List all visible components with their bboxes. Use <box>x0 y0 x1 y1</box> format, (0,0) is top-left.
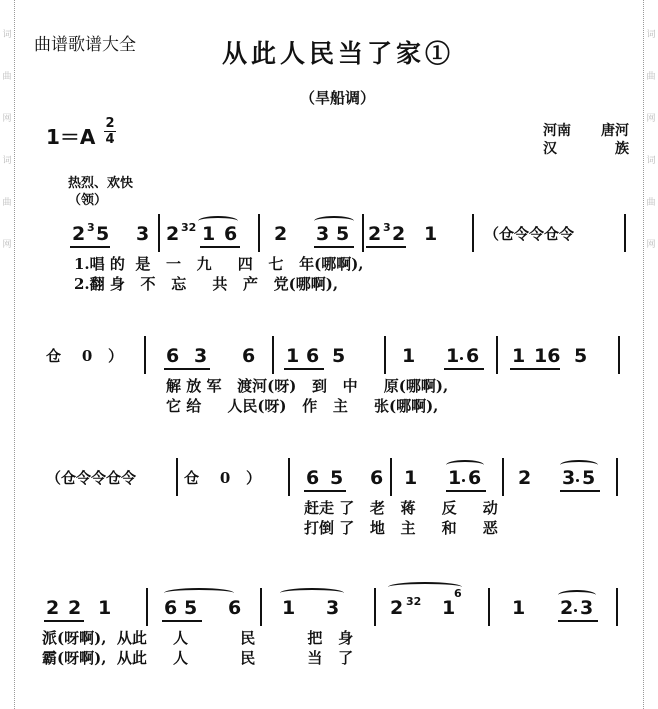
percussion-pattern: 仓 0 ） <box>184 469 261 487</box>
note: 6 <box>370 467 384 489</box>
bar-line <box>362 214 364 252</box>
watermark-text: 词 <box>646 30 656 40</box>
note: 2 <box>166 223 180 245</box>
lyric-line-2: 打倒 了 地 主 和 恶 <box>304 519 498 537</box>
watermark-text: 词 <box>646 156 656 166</box>
note: 16 <box>534 345 561 367</box>
grace-note: 3 <box>383 221 391 234</box>
note: 3 <box>194 345 208 367</box>
bar-line <box>472 214 474 252</box>
underline <box>558 620 598 622</box>
dot <box>574 609 577 612</box>
note: 6 <box>166 345 180 367</box>
dot <box>576 479 579 482</box>
right-watermark-strip <box>643 0 658 709</box>
lyric-line-1: 1.唱 的 是 一 九 四 七 年(哪啊), <box>74 255 364 273</box>
note: 6 <box>468 467 482 489</box>
percussion-pattern: （仓令令仓令 <box>46 469 137 487</box>
underline <box>510 368 560 370</box>
note: 1 <box>286 345 300 367</box>
note: 5 <box>96 223 110 245</box>
grace-note: 6 <box>454 587 462 600</box>
bar-line <box>390 458 392 496</box>
note: 2 <box>560 597 574 619</box>
lyric-line-2: 霸(呀啊), 从此 人 民 当 了 <box>42 649 354 667</box>
note: 1 <box>98 597 112 619</box>
left-watermark-strip <box>0 0 15 709</box>
underline <box>44 620 84 622</box>
bar-line <box>618 336 620 374</box>
song-title: 从此人民当了家① <box>222 39 455 68</box>
note: 1 <box>202 223 216 245</box>
lyric-line-2: 它 给 人民(呀) 作 主 张(哪啊), <box>166 397 439 415</box>
time-signature <box>104 116 116 147</box>
note: 2 <box>518 467 532 489</box>
note: 2 <box>390 597 404 619</box>
note: 1 <box>424 223 438 245</box>
slur <box>388 582 462 592</box>
underline <box>70 246 110 248</box>
watermark-text: 曲 <box>2 198 12 208</box>
tempo-marking <box>68 175 133 209</box>
note: 6 <box>466 345 480 367</box>
time-top: 2 <box>105 116 115 131</box>
note: 5 <box>336 223 350 245</box>
song-origin <box>543 122 629 158</box>
lyric-line-1: 赶走 了 老 蒋 反 动 <box>304 499 498 517</box>
note: 6 <box>224 223 238 245</box>
note: 1 <box>448 467 462 489</box>
note: 2 <box>274 223 288 245</box>
watermark-text: 网 <box>2 240 12 250</box>
note: 2 <box>68 597 82 619</box>
bar-line <box>176 458 178 496</box>
note: 5 <box>582 467 596 489</box>
note: 2 <box>368 223 382 245</box>
grace-note: 3 <box>87 221 95 234</box>
watermark-text: 网 <box>2 114 12 124</box>
grace-note: 32 <box>406 595 422 608</box>
notes-row <box>40 214 640 250</box>
bar-line <box>258 214 260 252</box>
song-subtitle: （旱船调） <box>300 89 376 107</box>
lyric-line-1: 解 放 军 渡河(呀) 到 中 原(哪啊), <box>166 377 449 395</box>
bar-line <box>146 588 148 626</box>
note: 1 <box>402 345 416 367</box>
underline <box>162 620 202 622</box>
notes-row <box>40 336 640 372</box>
note: 1 <box>282 597 296 619</box>
note: 1 <box>446 345 460 367</box>
bar-line <box>144 336 146 374</box>
note: 6 <box>228 597 242 619</box>
bar-line <box>488 588 490 626</box>
note: 6 <box>306 345 320 367</box>
bar-line <box>158 214 160 252</box>
watermark-text: 词 <box>2 30 12 40</box>
underline <box>314 246 354 248</box>
note: 3 <box>316 223 330 245</box>
underline <box>446 490 486 492</box>
note: 3 <box>326 597 340 619</box>
note: 1 <box>404 467 418 489</box>
percussion-pattern: 仓 0 ） <box>46 347 123 365</box>
origin-region: 河南 <box>543 123 571 139</box>
underline <box>304 490 346 492</box>
lead-marking: （领） <box>68 193 108 208</box>
origin-county: 唐河 <box>601 123 629 139</box>
underline <box>444 368 484 370</box>
underline <box>560 490 600 492</box>
note: 2 <box>392 223 406 245</box>
note: 5 <box>332 345 346 367</box>
note: 5 <box>184 597 198 619</box>
dot <box>462 479 465 482</box>
grace-note: 32 <box>181 221 197 234</box>
watermark-text: 曲 <box>2 72 12 82</box>
underline <box>164 368 210 370</box>
bar-line <box>502 458 504 496</box>
watermark-text: 网 <box>646 114 656 124</box>
note: 3 <box>580 597 594 619</box>
note: 1 <box>512 597 526 619</box>
underline <box>284 368 324 370</box>
note: 6 <box>164 597 178 619</box>
note: 3 <box>562 467 576 489</box>
watermark-text: 词 <box>2 156 12 166</box>
dot <box>460 357 463 360</box>
bar-line <box>374 588 376 626</box>
percussion-pattern: （仓令令仓令 <box>484 225 575 243</box>
bar-line <box>616 458 618 496</box>
bar-line <box>288 458 290 496</box>
note: 1 <box>442 597 456 619</box>
site-name: 曲谱歌谱大全 <box>34 35 136 55</box>
note: 3 <box>136 223 150 245</box>
origin-ethnic-a: 汉 <box>543 141 557 157</box>
lyric-line-2: 2.翻 身 不 忘 共 产 党(哪啊), <box>74 275 339 293</box>
note: 6 <box>306 467 320 489</box>
note: 1 <box>512 345 526 367</box>
note: 2 <box>46 597 60 619</box>
note: 2 <box>72 223 86 245</box>
notes-row <box>40 458 640 494</box>
notes-row <box>40 588 640 624</box>
note: 5 <box>574 345 588 367</box>
bar-line <box>616 588 618 626</box>
watermark-text: 曲 <box>646 198 656 208</box>
tempo-text: 热烈、欢快 <box>68 176 134 191</box>
underline <box>200 246 240 248</box>
bar-line <box>384 336 386 374</box>
lyric-line-1: 派(呀啊), 从此 人 民 把 身 <box>42 629 354 647</box>
note: 5 <box>330 467 344 489</box>
bar-line <box>272 336 274 374</box>
time-bottom: 4 <box>105 132 115 147</box>
note: 6 <box>242 345 256 367</box>
key-signature: 1＝A <box>46 125 96 149</box>
bar-line <box>260 588 262 626</box>
bar-line <box>496 336 498 374</box>
watermark-text: 曲 <box>646 72 656 82</box>
watermark-text: 网 <box>646 240 656 250</box>
origin-ethnic-b: 族 <box>615 141 629 157</box>
bar-line <box>624 214 626 252</box>
underline <box>366 246 406 248</box>
